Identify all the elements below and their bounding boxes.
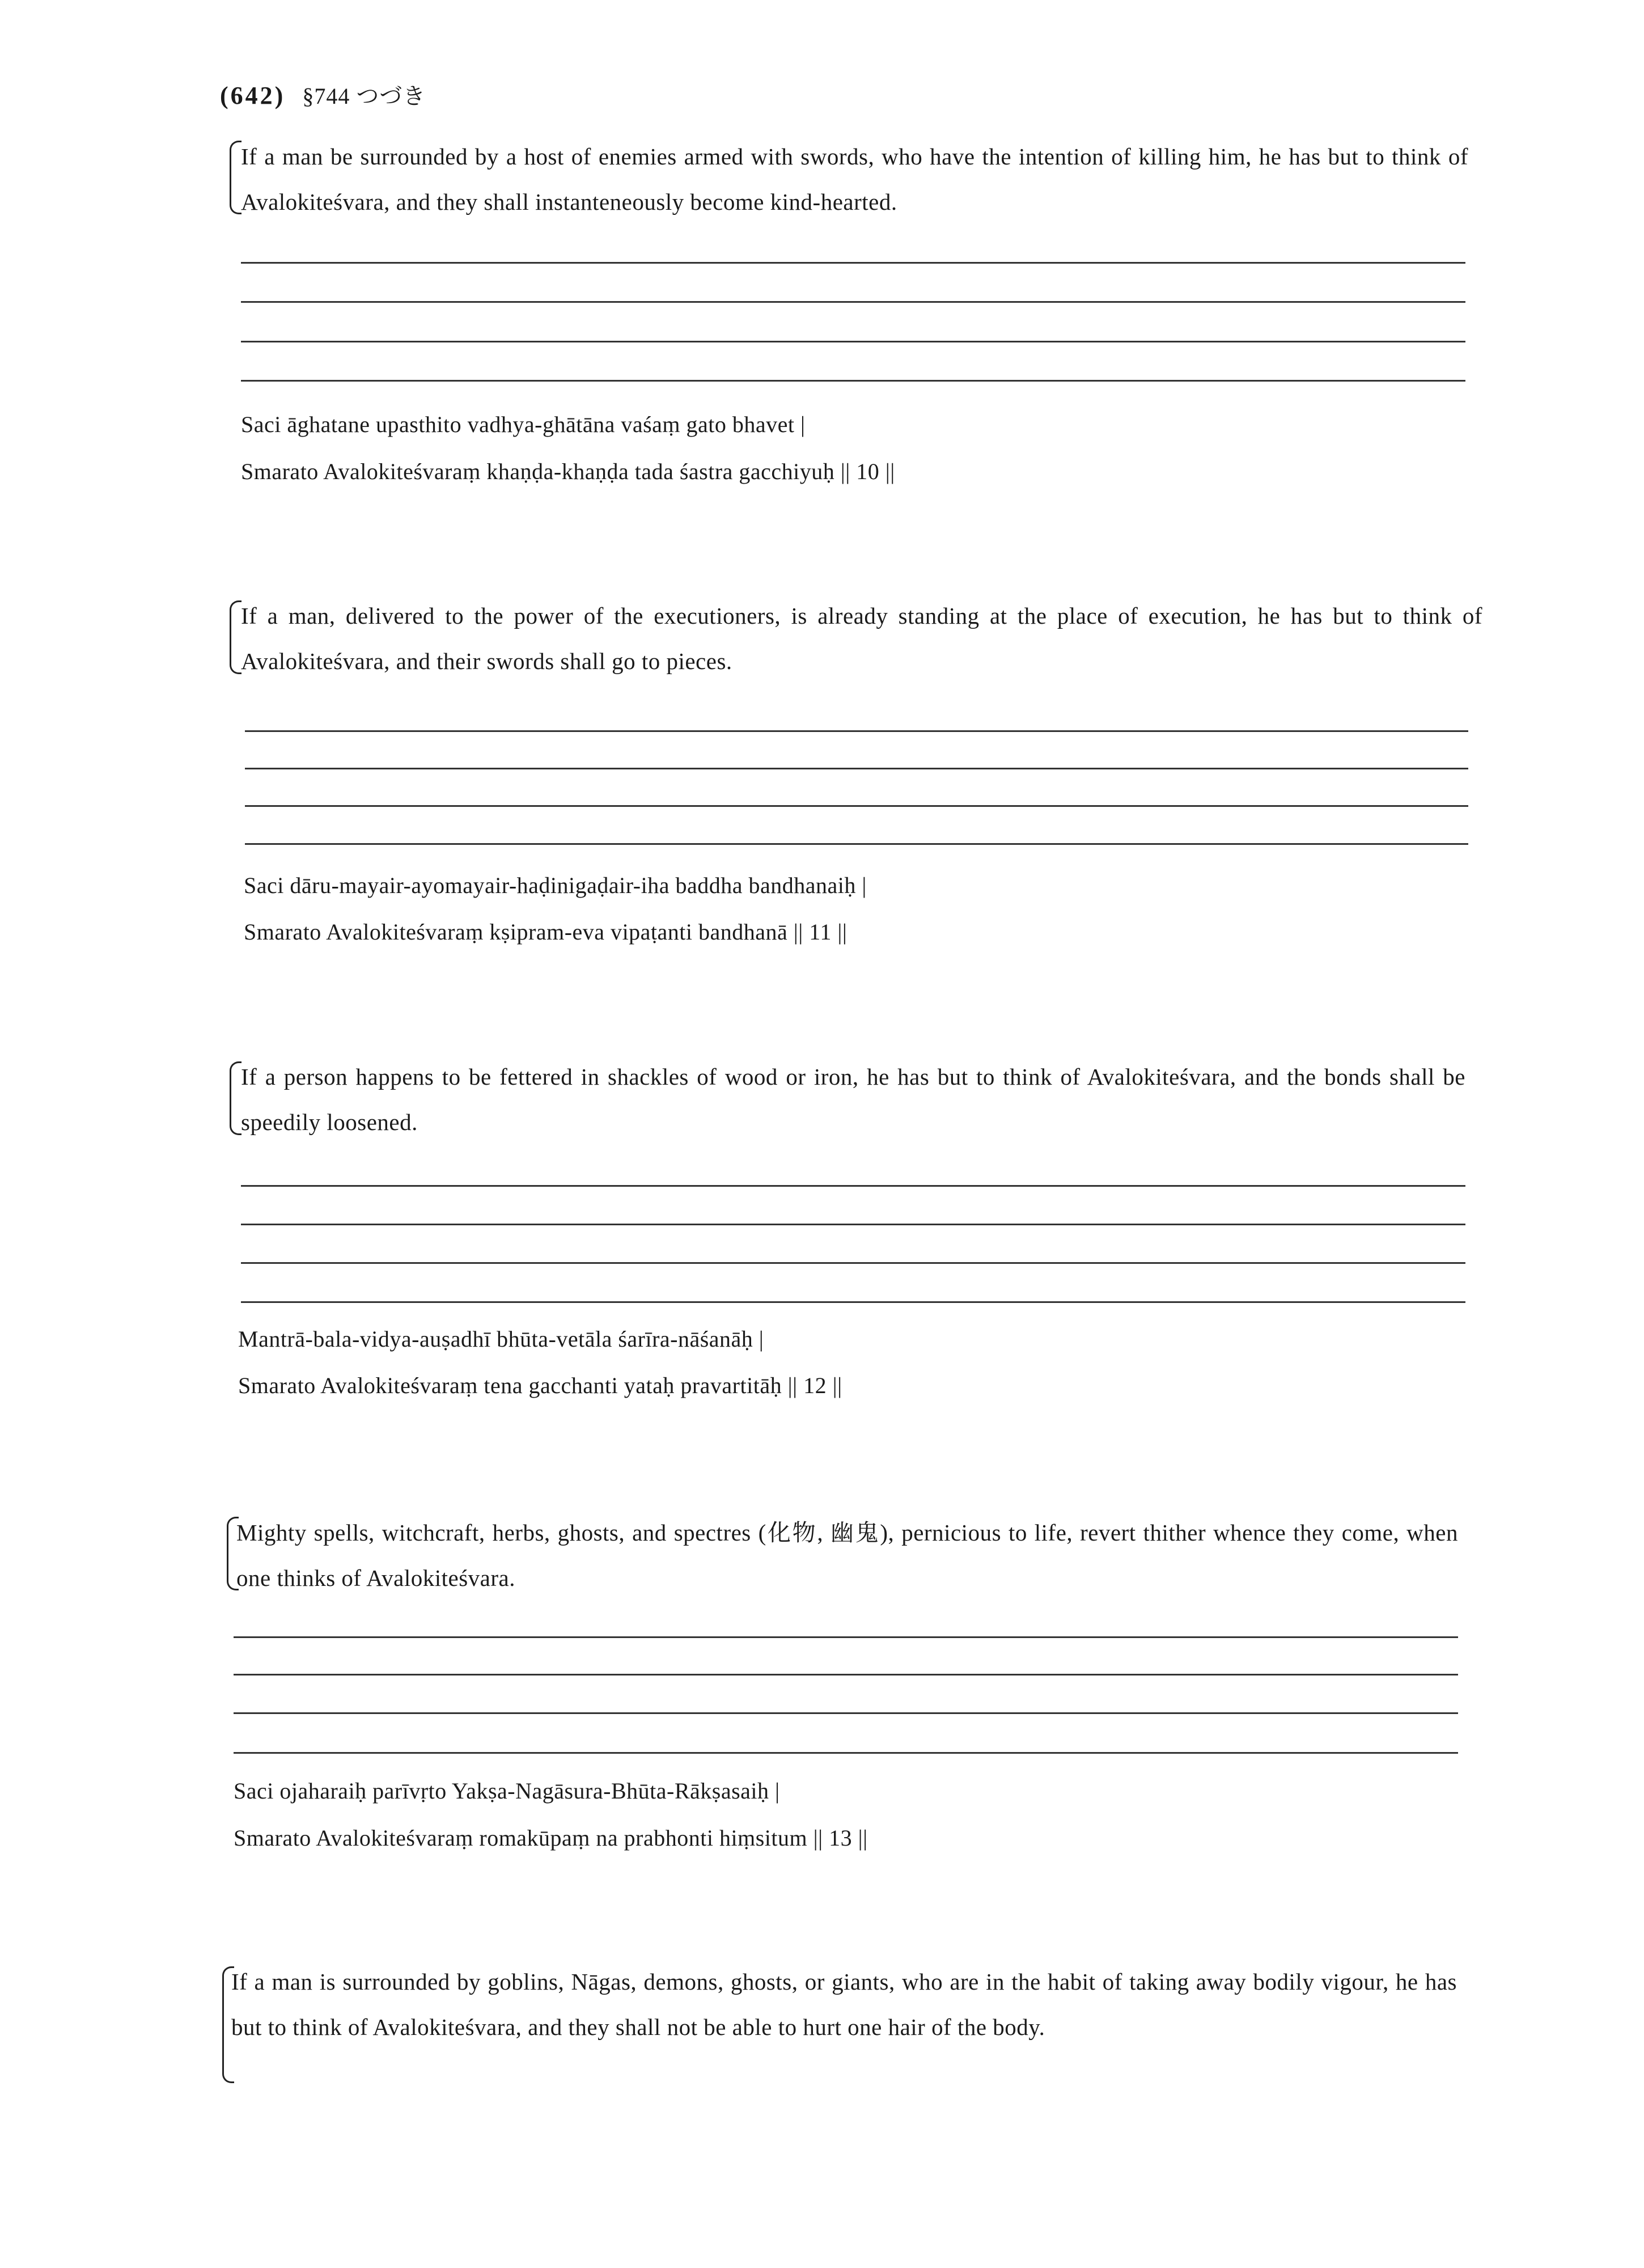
writing-line bbox=[234, 1636, 1458, 1638]
writing-line bbox=[241, 380, 1465, 382]
writing-line bbox=[245, 730, 1468, 732]
sanskrit-line: Saci ojaharaiḥ parīvṛto Yakṣa-Nagāsura-Bhūta-Rākṣasaiḥ | bbox=[234, 1778, 780, 1804]
sanskrit-line: Smarato Avalokiteśvaraṃ tena gacchanti yataḥ pravartitāḥ || 12 || bbox=[238, 1373, 842, 1398]
bracket bbox=[230, 600, 241, 674]
writing-line bbox=[234, 1752, 1458, 1754]
sanskrit-line: Saci dāru-mayair-ayomayair-haḍinigaḍair-iha baddha bandhanaiḥ | bbox=[244, 873, 867, 898]
sanskrit-line: Smarato Avalokiteśvaraṃ kṣipram-eva vipaṭanti bandhanā || 11 || bbox=[244, 919, 848, 945]
sanskrit-line: Saci āghatane upasthito vadhya-ghātāna vaśaṃ gato bhavet | bbox=[241, 412, 806, 437]
writing-line bbox=[241, 1185, 1465, 1187]
page-number: (642) bbox=[220, 82, 286, 109]
writing-line bbox=[245, 805, 1468, 807]
sanskrit-line: Mantrā-bala-vidya-auṣadhī bhūta-vetāla śarīra-nāśanāḥ | bbox=[238, 1326, 764, 1352]
writing-line bbox=[241, 1224, 1465, 1225]
bracket bbox=[230, 141, 241, 214]
translation-paragraph: If a man be surrounded by a host of enemies armed with swords, who have the intention of killing him, he has but to think of Avalokiteśvara, and they shall instanteneously become kind-hearted. bbox=[241, 143, 1468, 215]
translation-paragraph: If a person happens to be fettered in shackles of wood or iron, he has but to think of Avalokiteśvara, and the bonds shall be speedily loosened. bbox=[241, 1064, 1465, 1135]
writing-line bbox=[241, 1301, 1465, 1303]
writing-line bbox=[234, 1674, 1458, 1675]
writing-line bbox=[241, 341, 1465, 342]
writing-line bbox=[241, 1262, 1465, 1264]
bracket bbox=[230, 1061, 241, 1135]
section-label: §744 つづき bbox=[302, 83, 426, 109]
sanskrit-line: Smarato Avalokiteśvaraṃ romakūpaṃ na prabhonti hiṃsitum || 13 || bbox=[234, 1825, 868, 1851]
sanskrit-line: Smarato Avalokiteśvaraṃ khaṇḍa-khaṇḍa tada śastra gacchiyuḥ || 10 || bbox=[241, 459, 895, 484]
writing-line bbox=[241, 262, 1465, 264]
writing-line bbox=[245, 768, 1468, 769]
page-header bbox=[220, 78, 426, 111]
translation-paragraph: If a man is surrounded by goblins, Nāgas, demons, ghosts, or giants, who are in the habit of taking away bodily vigour, he has but to think of Avalokiteśvara, and they shall not be able to hurt one hair of the body. bbox=[231, 1969, 1457, 2040]
writing-line bbox=[245, 843, 1468, 845]
writing-line bbox=[234, 1712, 1458, 1714]
writing-line bbox=[241, 301, 1465, 303]
translation-paragraph: If a man, delivered to the power of the executioners, is already standing at the place of execution, he has but to think of Avalokiteśvara, and their swords shall go to pieces. bbox=[241, 603, 1482, 674]
translation-paragraph: Mighty spells, witchcraft, herbs, ghosts, and spectres (化物, 幽鬼), pernicious to life, revert thither whence they come, when one thinks of Avalokiteśvara. bbox=[236, 1520, 1458, 1591]
